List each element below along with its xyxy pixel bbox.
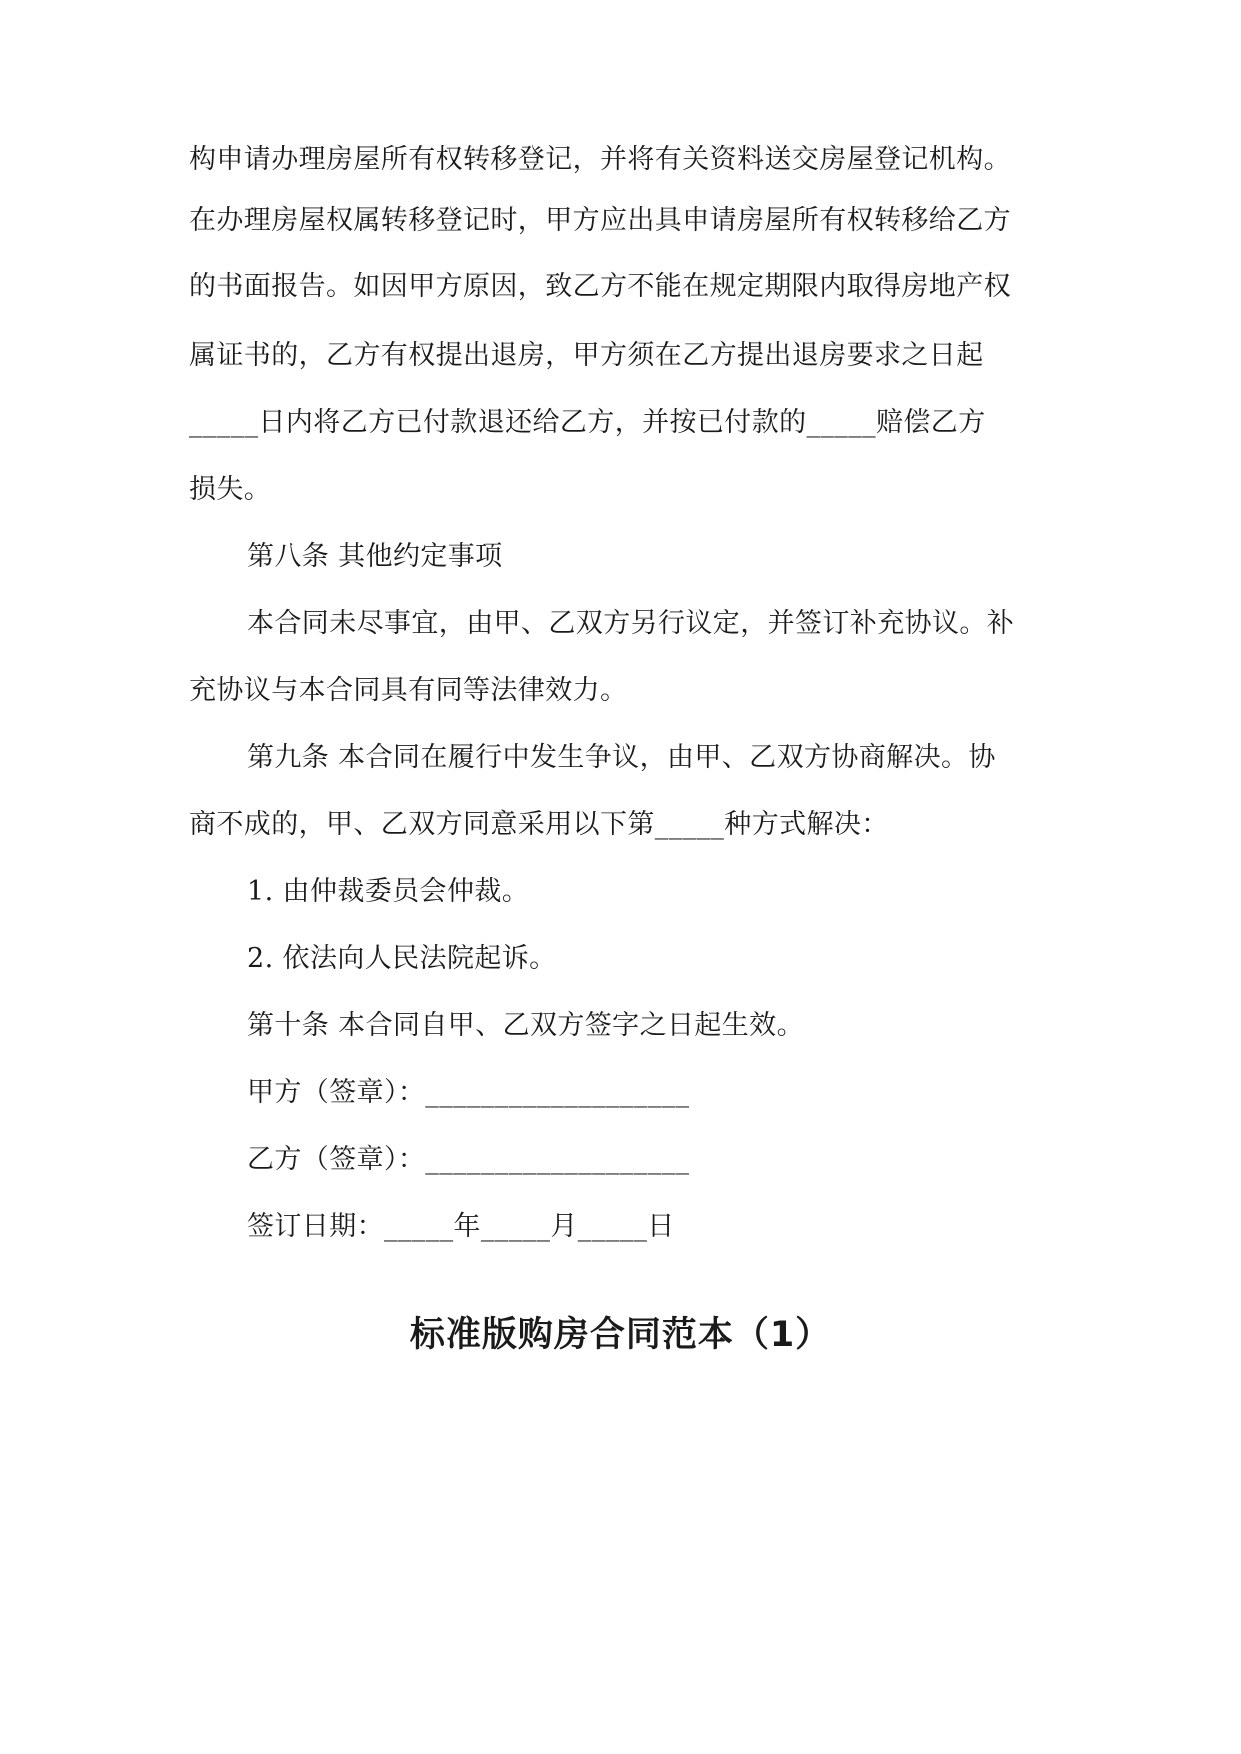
paragraph-line: 属证书的，乙方有权提出退房，甲方须在乙方提出退房要求之日起 — [189, 340, 984, 371]
paragraph-line: 本合同未尽事宜，由甲、乙双方另行议定，并签订补充协议。补 — [247, 608, 1015, 639]
document-title: 标准版购房合同范本（1） — [409, 1315, 832, 1355]
paragraph-line: 在办理房屋权属转移登记时，甲方应出具申请房屋所有权转移给乙方 — [189, 205, 1011, 236]
paragraph-line: 的书面报告。如因甲方原因，致乙方不能在规定期限内取得房地产权 — [189, 271, 1011, 302]
article-heading-8: 第八条 其他约定事项 — [247, 541, 503, 572]
party-a-signature-line: 甲方（签章）：___________________ — [247, 1077, 690, 1108]
article-10-line: 第十条 本合同自甲、乙双方签字之日起生效。 — [247, 1010, 804, 1041]
option-item-1: 1. 由仲裁委员会仲裁。 — [247, 876, 530, 907]
article-9-line: 第九条 本合同在履行中发生争议，由甲、乙双方协商解决。协 — [247, 742, 996, 773]
paragraph-line: 构申请办理房屋所有权转移登记，并将有关资料送交房屋登记机构。 — [189, 144, 1011, 175]
signing-date-line: 签订日期：_____年_____月_____日 — [247, 1211, 675, 1242]
party-b-signature-line: 乙方（签章）：___________________ — [247, 1144, 690, 1175]
paragraph-line: 商不成的，甲、乙双方同意采用以下第_____种方式解决： — [189, 809, 889, 840]
paragraph-line: _____日内将乙方已付款退还给乙方，并按已付款的_____赔偿乙方 — [189, 407, 986, 438]
option-item-2: 2. 依法向人民法院起诉。 — [247, 943, 557, 974]
paragraph-line: 损失。 — [189, 474, 272, 505]
paragraph-line: 充协议与本合同具有同等法律效力。 — [189, 675, 628, 706]
